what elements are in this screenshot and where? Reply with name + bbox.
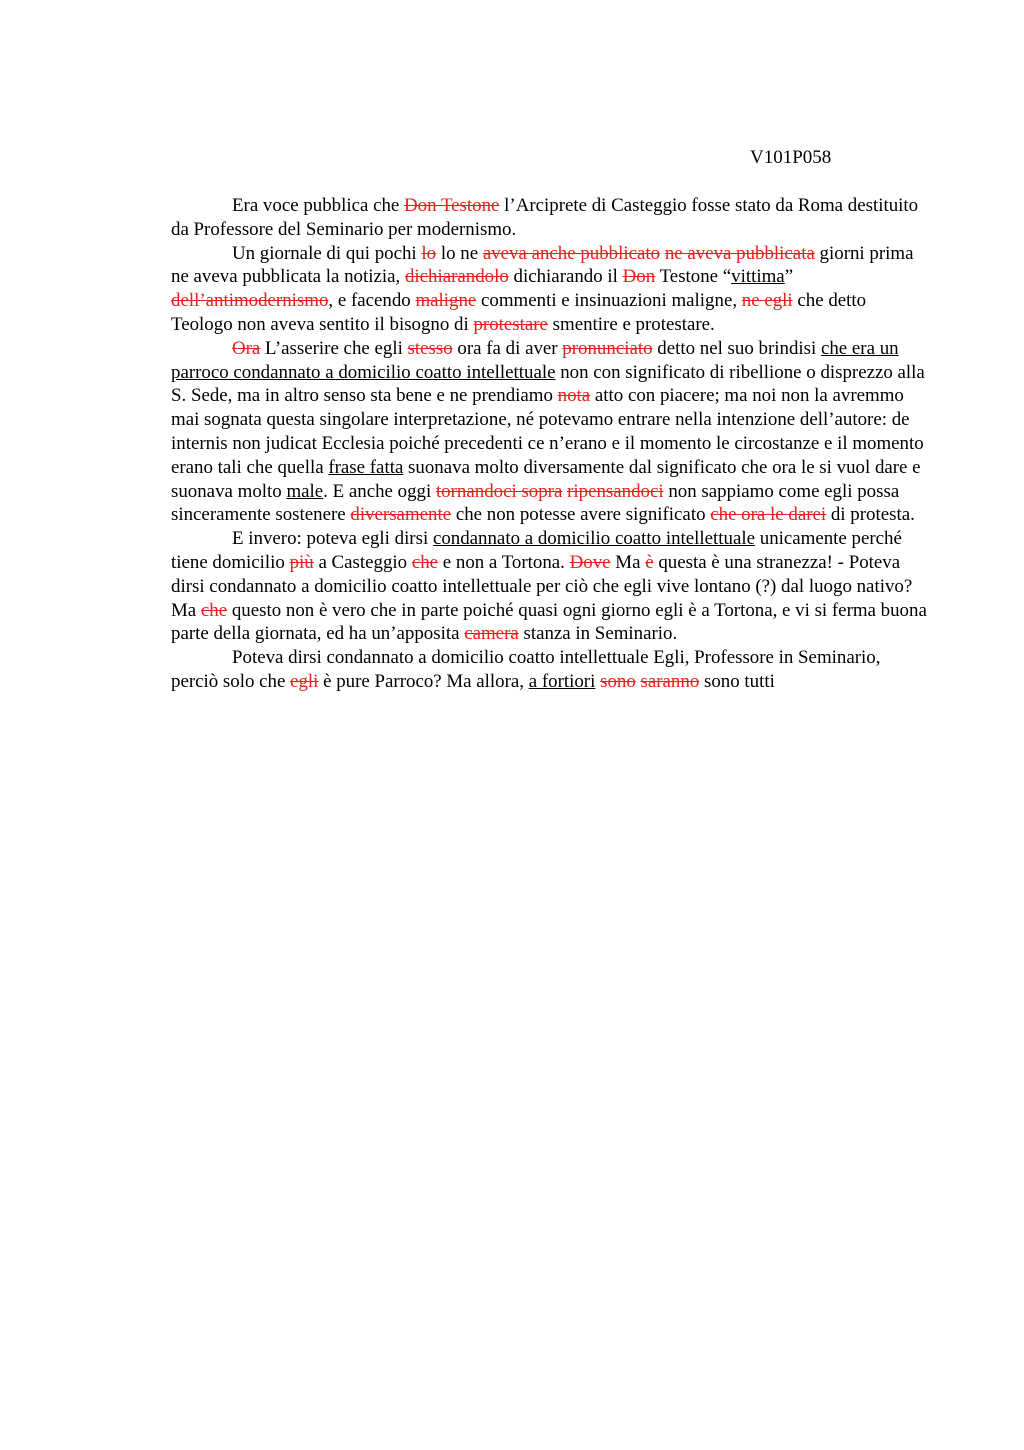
deleted-text: che bbox=[411, 551, 439, 573]
text-run: dichiarando il bbox=[508, 266, 623, 288]
deleted-text: maligne bbox=[415, 290, 477, 312]
paragraph bbox=[171, 337, 927, 527]
text-run: unicamente perché tiene domicilio bbox=[171, 528, 902, 573]
deleted-text: Ora bbox=[232, 337, 261, 359]
text-run: l’Arciprete di Casteggio fosse stato da Roma destituito da Professore del Seminario per modernismo. bbox=[171, 195, 919, 240]
page-identifier: V101P058 bbox=[750, 147, 832, 168]
text-run: E invero: poteva egli dirsi bbox=[232, 528, 433, 550]
deleted-text: è bbox=[645, 551, 654, 573]
text-run: Ma bbox=[610, 551, 646, 573]
deleted-text: che ora le darei bbox=[710, 504, 827, 526]
deleted-text: camera bbox=[464, 623, 519, 645]
paragraph bbox=[171, 646, 927, 694]
deleted-text: diversamente bbox=[350, 504, 452, 526]
text-run: Un giornale di qui pochi bbox=[232, 242, 422, 264]
deleted-text: protestare bbox=[473, 313, 548, 335]
deleted-text: ne aveva pubblicata bbox=[664, 242, 815, 264]
deleted-text: ne egli bbox=[741, 290, 793, 312]
deleted-text: lo bbox=[421, 242, 437, 264]
text-run: sono tutti bbox=[699, 670, 775, 692]
text-run: detto nel suo brindisi bbox=[652, 337, 821, 359]
paragraph bbox=[171, 194, 927, 242]
text-run: , e facendo bbox=[328, 290, 416, 312]
deleted-text: dell’antimodernismo bbox=[171, 290, 329, 312]
text-run: suonava molto diversamente dal significato che ora le si vuol dare e suonava molto bbox=[171, 456, 921, 502]
text-run: a Casteggio bbox=[313, 551, 412, 573]
text-run: . E anche oggi bbox=[323, 480, 436, 502]
text-run: Era voce pubblica che bbox=[232, 195, 405, 216]
text-run: lo ne bbox=[436, 242, 483, 264]
text-run: e non a Tortona. bbox=[438, 551, 570, 573]
text-run: di protesta. bbox=[826, 504, 915, 526]
text-run: che non potesse avere significato bbox=[451, 504, 711, 526]
deleted-text: Dove bbox=[569, 551, 611, 573]
deleted-text: egli bbox=[290, 670, 319, 692]
underlined-text: vittima bbox=[731, 266, 785, 288]
text-run: stanza in Seminario. bbox=[518, 623, 678, 645]
document-body bbox=[171, 194, 927, 694]
paragraph bbox=[171, 527, 927, 646]
text-run: commenti e insinuazioni maligne, bbox=[476, 290, 742, 312]
underlined-text: condannato a domicilio coatto intellettuale bbox=[432, 528, 756, 550]
text-run: ora fa di aver bbox=[452, 337, 563, 359]
text-run: giorni prima ne aveva pubblicata la notizia, bbox=[171, 242, 914, 288]
text-run: non con significato di ribellione o disprezzo alla S. Sede, ma in altro senso sta bene e ne prendiamo bbox=[171, 361, 925, 407]
text-run: Poteva dirsi condannato a domicilio coatto intellettuale Egli, Professore in Seminario, perciò solo che bbox=[171, 647, 881, 692]
deleted-text: sono bbox=[600, 670, 636, 692]
deleted-text: ripensandoci bbox=[567, 480, 664, 502]
deleted-text: nota bbox=[557, 385, 591, 407]
text-run: non sappiamo come egli possa sinceramente sostenere bbox=[171, 480, 900, 526]
paragraph bbox=[171, 242, 927, 337]
deleted-text: che bbox=[200, 599, 228, 621]
text-run: questo non è vero che in parte poiché quasi ogni giorno egli è a Tortona, e vi si ferma buona parte della giornata, ed ha un’apposita bbox=[171, 599, 927, 645]
text-run: Testone “ bbox=[655, 266, 732, 288]
deleted-text: pronunciato bbox=[562, 337, 653, 359]
deleted-text: stesso bbox=[407, 337, 453, 359]
deleted-text: dichiarandolo bbox=[404, 266, 509, 288]
deleted-text: aveva anche pubblicato bbox=[482, 242, 661, 264]
text-run: atto con piacere; ma noi non la avremmo mai sognata questa singolare interpretazione, né potevamo entrare nella intenzione dell’autore: de internis non judicat Ecclesia poiché precedenti ce n’erano e il momento le circostanze e il momento erano tali che quella bbox=[171, 385, 924, 478]
text-run: è pure Parroco? Ma allora, bbox=[318, 670, 529, 692]
text-run: L’asserire che egli bbox=[260, 337, 408, 359]
underlined-text: male bbox=[286, 480, 324, 502]
deleted-text: Don bbox=[622, 266, 656, 288]
text-run: che detto Teologo non aveva sentito il bisogno di bbox=[171, 290, 867, 335]
underlined-text: che era un parroco condannato a domicilio coatto intellettuale bbox=[171, 337, 899, 383]
text-run: smentire e protestare. bbox=[547, 313, 715, 335]
text-run: questa è una stranezza! - Poteva dirsi condannato a domicilio coatto intellettuale per ciò che egli vive lontano (?) dal luogo nativo? Ma bbox=[171, 551, 913, 621]
underlined-text: a fortiori bbox=[528, 670, 596, 692]
deleted-text: saranno bbox=[640, 670, 700, 692]
deleted-text: più bbox=[289, 551, 314, 573]
deleted-text: Don Testone bbox=[404, 195, 500, 216]
deleted-text: tornandoci sopra bbox=[435, 480, 563, 502]
text-run: ” bbox=[784, 266, 794, 288]
underlined-text: frase fatta bbox=[328, 456, 404, 478]
